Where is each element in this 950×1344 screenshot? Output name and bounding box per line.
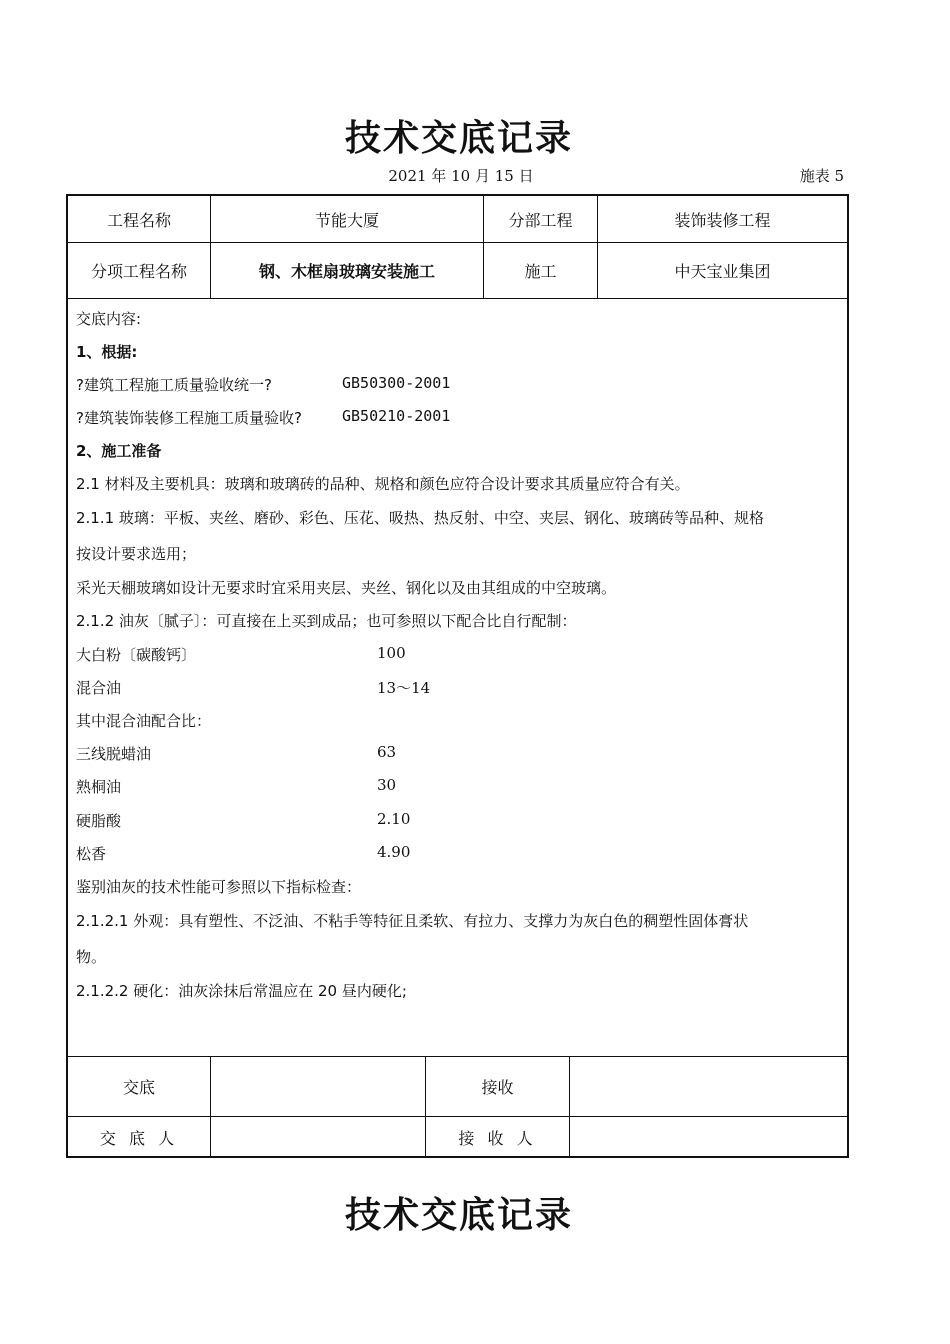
reference-title: ?建筑装饰装修工程施工质量验收? [76, 409, 302, 427]
receive-person-label: 接 收 人 [458, 1128, 537, 1148]
project-name-label: 工程名称 [106, 210, 171, 230]
reference-code: GB50300-2001 [342, 374, 451, 392]
mix-ingredient: 硬脂酸 [76, 812, 122, 830]
handover-person-label: 交 底 人 [99, 1128, 179, 1148]
page-title: 技术交底记录 [344, 118, 573, 159]
mix-row [76, 843, 576, 864]
paragraph: 2.1.1 玻璃：平板、夹丝、磨砂、彩色、压花、吸热、热反射、中空、夹层、钢化、玻璃砖等品种、规格 [76, 509, 764, 527]
receive-person-field[interactable] [570, 1117, 847, 1157]
mix-row [76, 644, 576, 665]
handover-signature-field[interactable] [211, 1057, 425, 1116]
mix-ratio: 100 [377, 644, 406, 662]
mix-ratio: 2.10 [377, 810, 411, 828]
mix-row [76, 677, 576, 698]
construction-label: 施工 [524, 262, 557, 281]
paragraph: 按设计要求选用； [76, 545, 197, 563]
item-name-label: 分项工程名称 [90, 262, 187, 281]
mix-row [76, 743, 576, 764]
mix-ratio: 13～14 [377, 679, 431, 697]
section-heading: 1、根据: [76, 343, 138, 361]
paragraph: 其中混合油配合比： [76, 712, 212, 730]
reference-code: GB50210-2001 [342, 407, 451, 425]
mix-row [76, 810, 576, 831]
paragraph: 2.1.2.1 外观：具有塑性、不泛油、不粘手等特征且柔软、有拉力、支撑力为灰白色的稠塑性固体膏状 [76, 912, 749, 930]
content-intro: 交底内容: [76, 310, 142, 328]
project-name-value: 节能大厦 [314, 210, 379, 230]
mix-ingredient: 大白粉〔碳酸钙〕 [76, 646, 197, 664]
section-heading: 2、施工准备 [76, 442, 162, 460]
paragraph: 采光天棚玻璃如设计无要求时宜采用夹层、夹丝、钢化以及由其组成的中空玻璃。 [76, 579, 617, 597]
paragraph: 物。 [76, 948, 107, 966]
paragraph: 鉴别油灰的技术性能可参照以下指标检查： [76, 878, 362, 896]
receive-signature-field[interactable] [570, 1057, 847, 1116]
mix-ratio: 30 [377, 776, 397, 794]
mix-row [76, 776, 576, 797]
mix-ingredient: 熟桐油 [76, 778, 122, 796]
reference-line [76, 374, 451, 395]
paragraph: 2.1.2 油灰〔腻子〕：可直接在上买到成品；也可参照以下配合比自行配制： [76, 612, 577, 630]
construction-value: 中天宝业集团 [674, 262, 771, 281]
record-date: 2021 年 10 月 15 日 [388, 167, 534, 185]
paragraph: 2.1.2.2 硬化：油灰涂抹后常温应在 20 昼内硬化; [76, 982, 407, 1000]
mix-ratio: 4.90 [377, 843, 411, 861]
mix-ratio: 63 [377, 743, 397, 761]
reference-line [76, 407, 451, 428]
item-name-value: 钢、木框扇玻璃安装施工 [258, 262, 435, 281]
receive-label: 接收 [481, 1078, 514, 1097]
form-number: 施表 5 [799, 167, 844, 185]
next-page-title: 技术交底记录 [344, 1195, 573, 1236]
handover-person-field[interactable] [211, 1117, 425, 1157]
reference-title: ?建筑工程施工质量验收统一? [76, 376, 272, 394]
mix-ingredient: 松香 [76, 845, 107, 863]
mix-ingredient: 三线脱蜡油 [76, 745, 152, 763]
division-value: 装饰装修工程 [674, 210, 771, 230]
mix-ingredient: 混合油 [76, 679, 122, 697]
record-table [66, 194, 849, 1158]
paragraph: 2.1 材料及主要机具：玻璃和玻璃砖的品种、规格和颜色应符合设计要求其质量应符合有关。 [76, 475, 690, 493]
row-divider [66, 298, 849, 299]
division-label: 分部工程 [508, 210, 573, 230]
handover-label: 交底 [122, 1078, 155, 1097]
